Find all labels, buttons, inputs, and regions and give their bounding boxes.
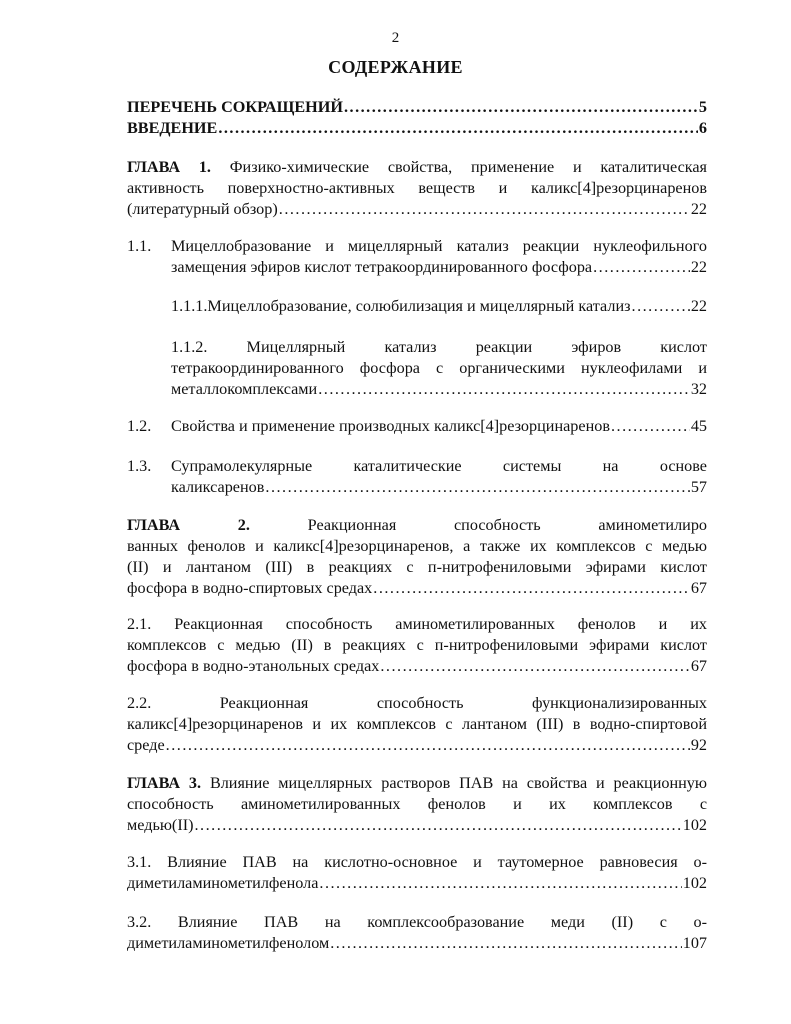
toc-page-number: 22 (690, 297, 707, 315)
toc-entry-line: диметиламинометилфенолом (127, 934, 330, 952)
chapter-label: ГЛАВА 1. (127, 158, 211, 176)
leader-dots (218, 118, 698, 139)
section-number: 3.2. (127, 913, 152, 931)
toc-entry-chapter-2[interactable] (127, 515, 707, 599)
toc-entry-line: (литературный обзор) (127, 200, 278, 218)
toc-page-number: 45 (690, 417, 707, 435)
leader-dots (318, 379, 690, 400)
toc-entry-chapter-1[interactable] (127, 157, 707, 220)
toc-page-number: 6 (698, 119, 707, 137)
leader-dots (611, 416, 690, 437)
toc-entry-section-1-1-1[interactable] (171, 296, 707, 317)
toc-entry-line: Физико-химические свойства, применение и каталитическая (229, 158, 708, 176)
toc-entry-line: активность поверхностно-активных веществ и каликс[4]резорцинаренов (127, 179, 707, 197)
leader-dots (166, 735, 690, 756)
toc-page-number: 32 (690, 380, 707, 398)
toc-entry-line: медью(II) (127, 816, 194, 834)
chapter-label: ГЛАВА 3. (127, 774, 202, 792)
leader-dots (330, 933, 681, 954)
toc-entry-section-3-2[interactable] (127, 912, 707, 954)
toc-entry-line: замещения эфиров кислот тетракоординированного фосфора (171, 258, 593, 276)
toc-entry-line: Мицеллярный катализ реакции эфиров кислот (246, 338, 708, 356)
toc-entry-line: Реакционная способность функционализированных (219, 694, 707, 712)
toc-page-number: 22 (690, 258, 707, 276)
toc-entry-label: ВВЕДЕНИЕ (127, 119, 218, 137)
toc-entry-line: фосфора в водно-этанольных средах (127, 657, 380, 675)
toc-entry-line: среде (127, 736, 165, 754)
chapter-label: ГЛАВА 2. (127, 516, 250, 534)
toc-entry-line: Реакционная способность аминометилированных фенолов и их (174, 615, 707, 633)
toc-page-number: 5 (698, 98, 707, 116)
toc-entry-line: фосфора в водно-спиртовых средах (127, 579, 373, 597)
toc-entry-line: Мицеллобразование и мицеллярный катализ реакции нуклеофильного (171, 237, 707, 255)
toc-entry-line: способность аминометилированных фенолов и их комплексов с (127, 795, 707, 813)
toc-entry-section-1-1-2[interactable] (171, 337, 707, 400)
section-number: 1.1. (127, 237, 152, 255)
toc-entry-line: Мицеллобразование, солюбилизация и мицеллярный катализ (207, 297, 631, 315)
toc-page-number: 107 (682, 934, 707, 952)
toc-entry-line: Супрамолекулярные каталитические системы на основе (171, 457, 707, 475)
leader-dots (319, 873, 681, 894)
toc-entry-label: ПЕРЕЧЕНЬ СОКРАЩЕНИЙ (127, 98, 343, 116)
page-number: 2 (391, 30, 400, 46)
toc-entry-abbreviations[interactable] (127, 97, 707, 118)
toc-entry-line: Влияние ПАВ на комплексообразование меди (II) с о- (177, 913, 707, 931)
section-number: 3.1. (127, 853, 152, 871)
toc-page-number: 67 (690, 579, 707, 597)
toc-entry-section-1-3[interactable] (127, 456, 707, 498)
toc-entry-line: Влияние мицеллярных растворов ПАВ на свойства и реакционную (209, 774, 707, 792)
toc-entry-line: ванных фенолов и каликс[4]резорцинаренов, а также их комплексов с медью (127, 537, 707, 555)
section-number: 1.2. (127, 417, 152, 435)
leader-dots (265, 477, 689, 498)
toc-entry-section-2-2[interactable] (127, 693, 707, 756)
leader-dots (344, 97, 698, 118)
leader-dots (195, 815, 682, 836)
section-number: 1.1.2. (171, 338, 208, 356)
toc-page-number: 57 (690, 478, 707, 496)
toc-entry-line: Реакционная способность аминометилиро (307, 516, 708, 534)
toc-entry-line: Свойства и применение производных каликс[4]резорцинаренов (171, 417, 610, 435)
toc-page-number: 102 (682, 874, 707, 892)
leader-dots (632, 296, 690, 317)
toc-entry-line: каликсаренов (171, 478, 265, 496)
toc-entry-line: (II) и лантаном (III) в реакциях с п-нитрофениловыми эфирами кислот (127, 558, 707, 576)
toc-entry-line: тетракоординированного фосфора с органическими нуклеофилами и (171, 359, 707, 377)
toc-entry-section-3-1[interactable] (127, 852, 707, 894)
toc-page-number: 67 (690, 657, 707, 675)
toc-entry-chapter-3[interactable] (127, 773, 707, 836)
toc-entry-line: диметиламинометилфенола (127, 874, 319, 892)
toc-page-number: 22 (690, 200, 707, 218)
toc-entry-line: Влияние ПАВ на кислотно-основное и таутомерное равновесия о- (167, 853, 708, 871)
toc-entry-line: металлокомплексами (171, 380, 318, 398)
toc-entry-section-1-2[interactable] (127, 416, 707, 437)
page-title: СОДЕРЖАНИЕ (328, 57, 463, 77)
leader-dots (593, 257, 690, 278)
section-number: 2.1. (127, 615, 152, 633)
toc-entry-introduction[interactable] (127, 118, 707, 139)
section-number: 1.1.1. (171, 297, 208, 315)
toc-entry-section-2-1[interactable] (127, 614, 707, 677)
leader-dots (279, 199, 690, 220)
leader-dots (380, 656, 689, 677)
leader-dots (373, 578, 690, 599)
toc-entry-line: каликс[4]резорцинаренов и их комплексов с лантаном (III) в водно-спиртовой (127, 715, 707, 733)
section-number: 2.2. (127, 694, 152, 712)
toc-page-number: 102 (682, 816, 707, 834)
toc-page-number: 92 (690, 736, 707, 754)
toc-entry-line: комплексов с медью (II) в реакциях с п-нитрофениловыми эфирами кислот (127, 636, 707, 654)
section-number: 1.3. (127, 457, 152, 475)
toc-entry-section-1-1[interactable] (127, 236, 707, 278)
